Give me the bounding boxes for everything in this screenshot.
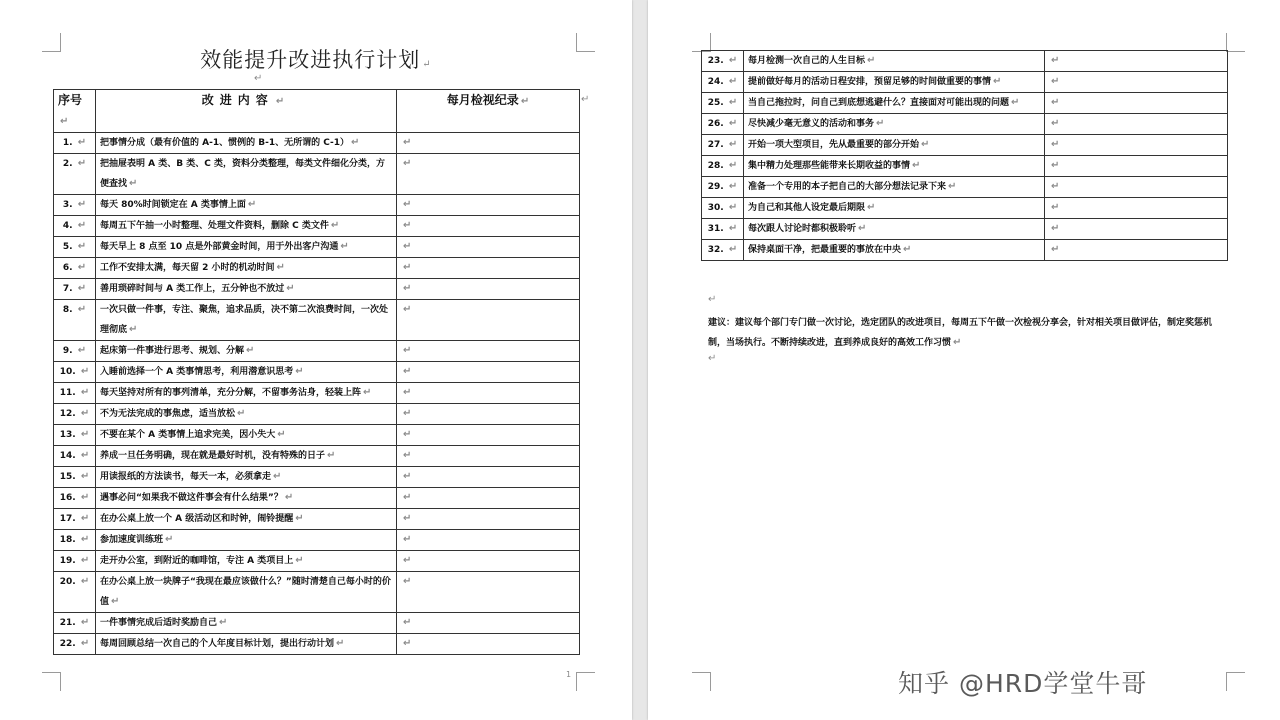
row-number-cell[interactable]: 4. ↵ [54,216,96,237]
row-number-cell[interactable]: 20. ↵ [54,572,96,613]
row-number-cell[interactable]: 13. ↵ [54,425,96,446]
row-number-cell[interactable]: 9. ↵ [54,341,96,362]
crop-mark-bottom-right [1226,672,1245,691]
table-row [54,404,580,425]
row-number-cell[interactable]: 32. ↵ [702,240,744,261]
improvement-content-cell[interactable]: 一次只做一件事，专注、聚焦，追求品质，决不第二次浪费时间，一次处理彻底 ↵ [96,300,397,341]
table-row [54,488,580,509]
table-row [54,133,580,154]
table-row [54,216,580,237]
suggestion-paragraph[interactable]: 建议：建议每个部门专门做一次讨论，选定团队的改进项目，每周五下午做一次检视分享会，针对相关项目做评估，制定奖惩机制，当场执行。不断持续改进，直到养成良好的高效工作习惯 ↵ [708,318,1213,348]
row-number-cell[interactable]: 10. ↵ [54,362,96,383]
row-number-cell[interactable]: 8. ↵ [54,300,96,341]
row-number-cell[interactable]: 31. ↵ [702,219,744,240]
improvement-content-cell[interactable]: 在办公桌上放一个 A 级活动区和时钟，闹铃提醒 ↵ [96,509,397,530]
improvement-content-cell[interactable]: 集中精力处理那些能带来长期收益的事情 ↵ [744,156,1045,177]
monthly-review-cell[interactable]: ↵ [397,446,580,467]
monthly-review-cell[interactable]: ↵ [397,362,580,383]
suggestion-text: 建议：建议每个部门专门做一次讨论，选定团队的改进项目，每周五下午做一次检视分享会，针对相关项目做评估，制定奖惩机制，当场执行。不断持续改进，直到养成良好的高效工作习惯 [708,318,1213,348]
improvement-content-cell[interactable]: 每天 80%时间锁定在 A 类事情上面 ↵ [96,195,397,216]
row-number-cell[interactable]: 3. ↵ [54,195,96,216]
improvement-content-cell[interactable]: 不要在某个 A 类事情上追求完美，因小失大 ↵ [96,425,397,446]
page-number: 1 [566,670,572,679]
improvement-content-cell[interactable]: 每周回顾总结一次自己的个人年度目标计划，提出行动计划 ↵ [96,634,397,655]
watermark-text: 知乎 @HRD学堂牛哥 [898,669,1148,698]
monthly-review-cell[interactable]: ↵ [397,404,580,425]
row-number-cell[interactable]: 19. ↵ [54,551,96,572]
row-number-cell[interactable]: 21. ↵ [54,613,96,634]
table-row [702,156,1228,177]
improvement-content-cell[interactable]: 走开办公室，到附近的咖啡馆，专注 A 类项目上 ↵ [96,551,397,572]
improvement-content-cell[interactable]: 为自己和其他人设定最后期限 ↵ [744,198,1045,219]
table-row [54,425,580,446]
row-number-cell[interactable]: 29. ↵ [702,177,744,198]
row-number-cell[interactable]: 7. ↵ [54,279,96,300]
improvement-content-cell[interactable]: 每天早上 8 点至 10 点是外部黄金时间，用于外出客户沟通 ↵ [96,237,397,258]
improvement-content-cell[interactable]: 开始一项大型项目，先从最重要的部分开始 ↵ [744,135,1045,156]
table-row [702,198,1228,219]
improvement-content-cell[interactable]: 一件事情完成后适时奖励自己 ↵ [96,613,397,634]
crop-mark-top-right [1226,33,1245,52]
table-row [54,300,580,341]
header-serial-number[interactable]: 序号↵ [54,90,96,133]
monthly-review-cell[interactable]: ↵ [397,237,580,258]
monthly-review-cell[interactable]: ↵ [397,279,580,300]
row-number-cell[interactable]: 22. ↵ [54,634,96,655]
row-number-cell[interactable]: 16. ↵ [54,488,96,509]
monthly-review-cell[interactable]: ↵ [397,258,580,279]
monthly-review-cell[interactable]: ↵ [1045,177,1228,198]
crop-mark-bottom-left [692,672,711,691]
row-number-cell[interactable]: 28. ↵ [702,156,744,177]
table-body [702,51,1228,261]
improvement-content-cell[interactable]: 入睡前选择一个 A 类事情思考，利用潜意识思考 ↵ [96,362,397,383]
table-row [54,634,580,655]
table-row [54,341,580,362]
monthly-review-cell[interactable]: ↵ [1045,198,1228,219]
table-row [54,258,580,279]
table-row [54,509,580,530]
monthly-review-cell[interactable]: ↵ [1045,114,1228,135]
monthly-review-cell[interactable]: ↵ [397,467,580,488]
table-row [54,154,580,195]
row-number-cell[interactable]: 2. ↵ [54,154,96,195]
table-row [54,446,580,467]
header-monthly-review[interactable]: 每月检视纪录 ↵ [397,90,580,133]
table-row [54,572,580,613]
improvement-content-cell[interactable]: 养成一旦任务明确，现在就是最好时机，没有特殊的日子 ↵ [96,446,397,467]
document-title[interactable] [0,44,632,74]
crop-mark-bottom-left [42,672,61,691]
header-improvement-content[interactable]: 改进内容 ↵ [96,90,397,133]
paragraph-mark: ↵ [708,353,717,364]
improvement-content-cell[interactable]: 不为无法完成的事焦虑，适当放松 ↵ [96,404,397,425]
monthly-review-cell[interactable]: ↵ [397,572,580,613]
table-row [702,177,1228,198]
table-row [54,530,580,551]
table-row [54,383,580,404]
table-row [54,613,580,634]
table-row [54,279,580,300]
improvement-content-cell[interactable]: 把事情分成（最有价值的 A-1、惯例的 B-1、无所谓的 C-1） ↵ [96,133,397,154]
improvement-content-cell[interactable]: 每天坚持对所有的事列清单，充分分解，不留事务沾身，轻装上阵 ↵ [96,383,397,404]
row-number-cell[interactable]: 15. ↵ [54,467,96,488]
document-title-text: 效能提升改进执行计划 [200,48,421,72]
table-row [54,237,580,258]
improvement-content-cell[interactable]: 每周五下午抽一小时整理、处理文件资料，删除 C 类文件 ↵ [96,216,397,237]
improvement-content-cell[interactable]: 在办公桌上放一块牌子“我现在最应该做什么？”随时清楚自己每小时的价值 ↵ [96,572,397,613]
improvement-content-cell[interactable]: 尽快减少毫无意义的活动和事务 ↵ [744,114,1045,135]
row-number-cell[interactable]: 25. ↵ [702,93,744,114]
row-number-cell[interactable]: 18. ↵ [54,530,96,551]
improvement-content-cell[interactable]: 善用琐碎时间与 A 类工作上，五分钟也不放过 ↵ [96,279,397,300]
improvement-content-cell[interactable]: 提前做好每月的活动日程安排，预留足够的时间做重要的事情 ↵ [744,72,1045,93]
improvement-content-cell[interactable]: 每月检测一次自己的人生目标 ↵ [744,51,1045,72]
table-row [54,195,580,216]
row-number-cell[interactable]: 12. ↵ [54,404,96,425]
table-body [54,133,580,655]
improvement-content-cell[interactable]: 把抽屉表明 A 类、B 类、C 类，资料分类整理，每类文件细化分类，方便查找 ↵ [96,154,397,195]
monthly-review-cell[interactable]: ↵ [397,300,580,341]
improvement-content-cell[interactable]: 准备一个专用的本子把自己的大部分想法记录下来 ↵ [744,177,1045,198]
improvement-content-cell[interactable]: 当自己拖拉时，问自己到底想逃避什么？直接面对可能出现的问题 ↵ [744,93,1045,114]
row-number-cell[interactable]: 1. ↵ [54,133,96,154]
table-row [54,362,580,383]
document-page-1 [0,0,632,720]
paragraph-mark: ↵ [254,73,263,84]
paragraph-mark: ↵ [422,59,432,70]
improvement-content-cell[interactable]: 工作不安排太满，每天留 2 小时的机动时间 ↵ [96,258,397,279]
monthly-review-cell[interactable]: ↵ [1045,219,1228,240]
row-number-cell[interactable]: 24. ↵ [702,72,744,93]
monthly-review-cell[interactable]: ↵ [1045,156,1228,177]
table-row [702,72,1228,93]
monthly-review-cell[interactable]: ↵ [397,509,580,530]
improvement-content-cell[interactable]: 用读报纸的方法读书，每天一本，必须拿走 ↵ [96,467,397,488]
monthly-review-cell[interactable]: ↵ [397,634,580,655]
paragraph-mark: ↵ [708,294,717,305]
monthly-review-cell[interactable]: ↵ [397,551,580,572]
row-number-cell[interactable]: 17. ↵ [54,509,96,530]
improvement-content-cell[interactable]: 遇事必问“如果我不做这件事会有什么结果”？ ↵ [96,488,397,509]
row-number-cell[interactable]: 14. ↵ [54,446,96,467]
monthly-review-cell[interactable]: ↵ [397,216,580,237]
table-row [702,93,1228,114]
monthly-review-cell[interactable]: ↵ [397,341,580,362]
improvement-content-cell[interactable]: 保持桌面干净，把最重要的事放在中央 ↵ [744,240,1045,261]
monthly-review-cell[interactable]: ↵ [397,154,580,195]
table-row [702,51,1228,72]
row-number-cell[interactable]: 26. ↵ [702,114,744,135]
table-row [702,240,1228,261]
table-header-row [54,90,580,133]
monthly-review-cell[interactable]: ↵ [397,488,580,509]
row-number-cell[interactable]: 5. ↵ [54,237,96,258]
monthly-review-cell[interactable]: ↵ [397,530,580,551]
row-number-cell[interactable]: 30. ↵ [702,198,744,219]
monthly-review-cell[interactable]: ↵ [397,195,580,216]
monthly-review-cell[interactable]: ↵ [397,613,580,634]
improvement-plan-table [53,89,580,655]
monthly-review-cell[interactable]: ↵ [397,425,580,446]
row-number-cell[interactable]: 11. ↵ [54,383,96,404]
improvement-content-cell[interactable]: 参加速度训练班 ↵ [96,530,397,551]
monthly-review-cell[interactable]: ↵ [397,133,580,154]
improvement-plan-table-continued [701,50,1228,261]
monthly-review-cell[interactable]: ↵ [1045,72,1228,93]
monthly-review-cell[interactable]: ↵ [1045,240,1228,261]
improvement-content-cell[interactable]: 每次跟人讨论时都积极聆听 ↵ [744,219,1045,240]
table-row [702,114,1228,135]
table-row [54,467,580,488]
crop-mark-bottom-right [576,672,595,691]
table-row [54,551,580,572]
monthly-review-cell[interactable]: ↵ [1045,51,1228,72]
monthly-review-cell[interactable]: ↵ [1045,135,1228,156]
monthly-review-cell[interactable]: ↵ [1045,93,1228,114]
row-number-cell[interactable]: 23. ↵ [702,51,744,72]
row-number-cell[interactable]: 27. ↵ [702,135,744,156]
row-end-mark: ↵ [581,94,590,105]
table-row [702,135,1228,156]
improvement-content-cell[interactable]: 起床第一件事进行思考、规划、分解 ↵ [96,341,397,362]
table-row [702,219,1228,240]
monthly-review-cell[interactable]: ↵ [397,383,580,404]
row-number-cell[interactable]: 6. ↵ [54,258,96,279]
